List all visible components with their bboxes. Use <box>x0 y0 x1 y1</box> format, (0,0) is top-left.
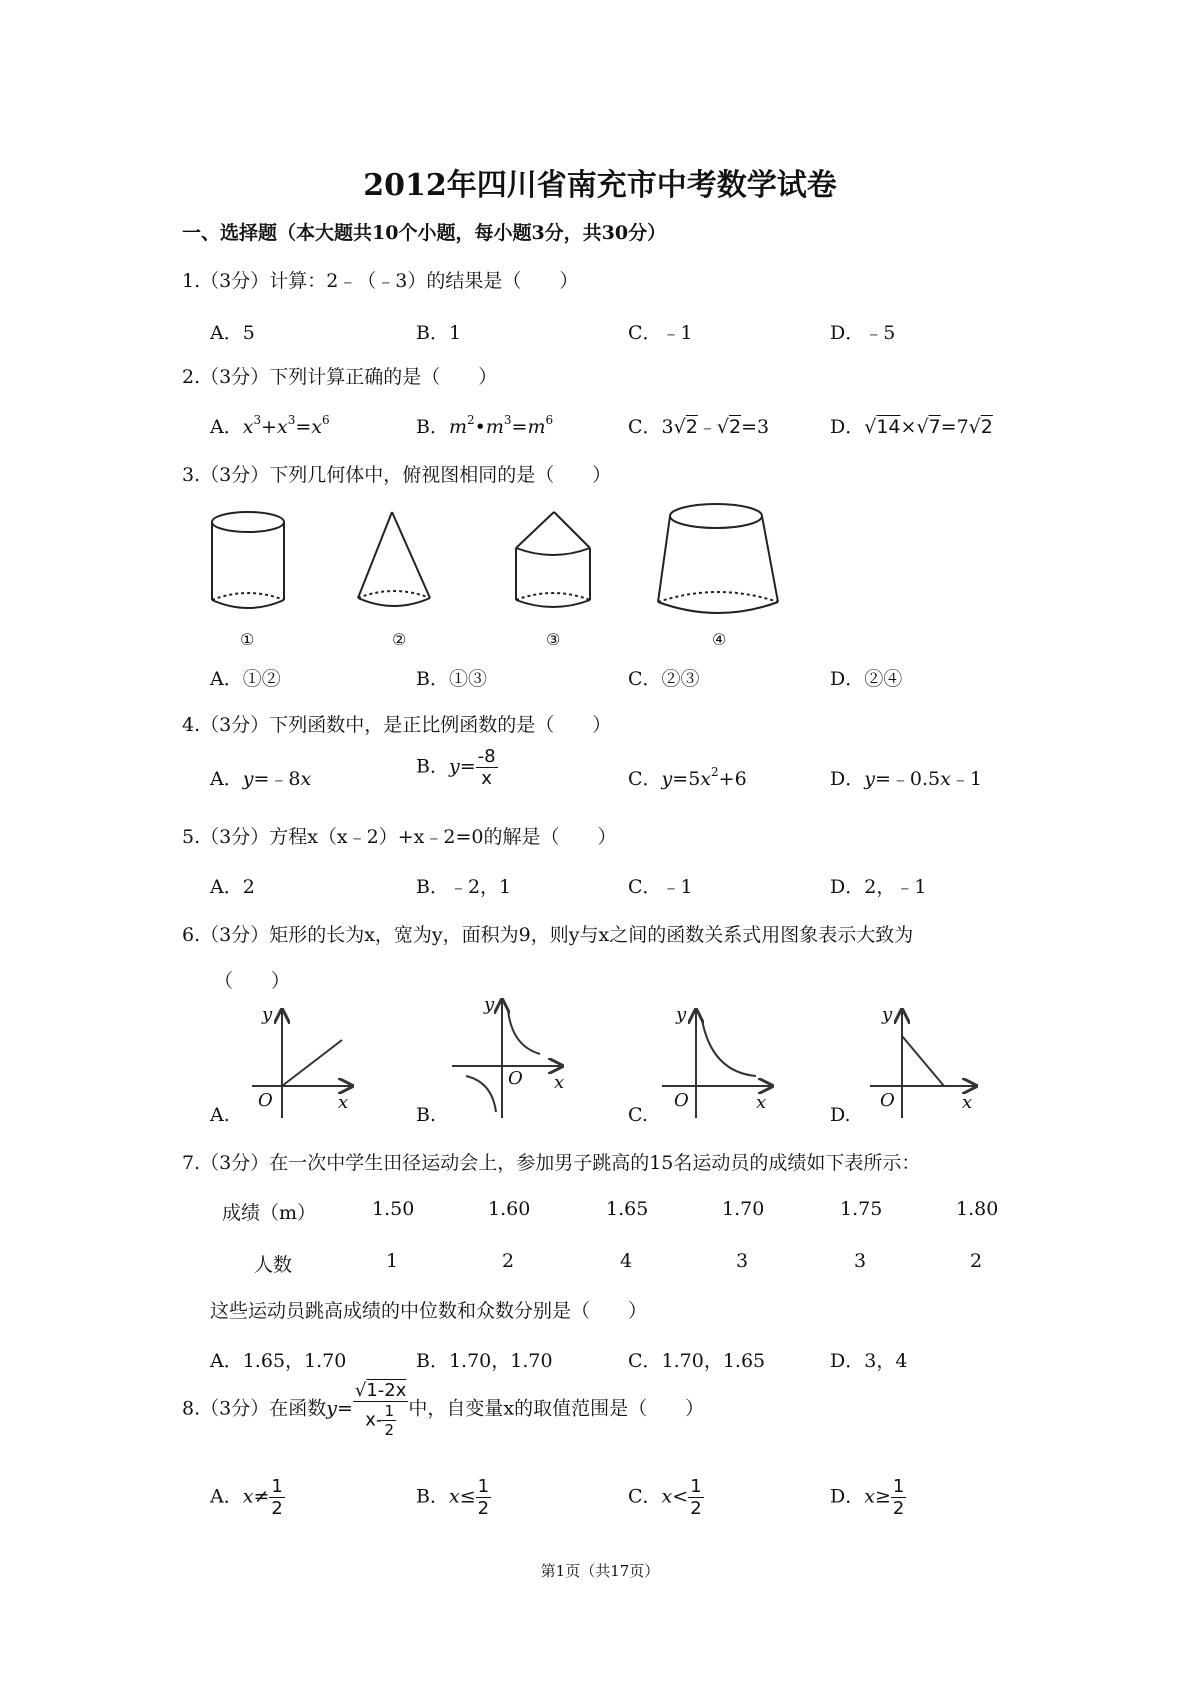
graph-b-x-label: x <box>554 1072 565 1093</box>
question-6-option-b: B. <box>416 1104 437 1126</box>
question-6-option-c: C. <box>628 1104 648 1126</box>
question-4-option-c: C．$y=5x^2+6$ <box>628 765 747 790</box>
question-8-option-a: A．x≠ $\frac{1}{2}$ <box>210 1476 283 1519</box>
table-cell-score: 1.50 <box>372 1198 415 1220</box>
section-heading: 一、选择题（本大题共10个小题，每小题3分，共30分） <box>182 222 667 244</box>
question-3-option-c: C．②③ <box>628 668 700 690</box>
graph-b-origin: O <box>508 1068 523 1089</box>
table-row-label-score: 成绩（m） <box>222 1202 317 1224</box>
graph-d-origin: O <box>880 1090 895 1111</box>
graph-a-y-label: y <box>262 1004 273 1025</box>
question-7-option-d: D．3，4 <box>830 1350 908 1372</box>
question-1-option-b: B．1 <box>416 322 462 344</box>
question-1-option-c: C．﹣1 <box>628 322 693 344</box>
question-3-option-a: A．①② <box>210 668 281 690</box>
question-7-stem: 7.（3分）在一次中学生田径运动会上，参加男子跳高的15名运动员的成绩如下表所示： <box>182 1152 921 1174</box>
question-4-stem: 4.（3分）下列函数中，是正比例函数的是（ ） <box>182 714 612 736</box>
graph-b <box>452 1000 565 1118</box>
graph-d-x-label: x <box>962 1092 973 1113</box>
question-2-option-c: C．3√2﹣√2=3 <box>628 416 770 438</box>
question-1-option-d: D．﹣5 <box>830 322 896 344</box>
question-2-stem: 2.（3分）下列计算正确的是（ ） <box>182 366 498 388</box>
table-cell-count: 1 <box>386 1250 399 1272</box>
graph-a-origin: O <box>258 1090 273 1111</box>
question-8-option-d: D．x≥ $\frac{1}{2}$ <box>830 1476 905 1519</box>
question-3-option-d: D．②④ <box>830 668 903 690</box>
question-7-option-b: B．1.70，1.70 <box>416 1350 553 1372</box>
question-4-option-a: A．y=﹣8x <box>210 768 312 790</box>
question-6-option-a: A. <box>210 1104 230 1126</box>
table-cell-score: 1.75 <box>840 1198 883 1220</box>
question-1-option-a: A．5 <box>210 322 255 344</box>
table-cell-score: 1.70 <box>722 1198 765 1220</box>
question-7-ask: 这些运动员跳高成绩的中位数和众数分别是（ ） <box>210 1300 648 1322</box>
question-8-option-b: B．x≤ $\frac{1}{2}$ <box>416 1476 490 1519</box>
table-cell-count: 3 <box>854 1250 867 1272</box>
table-row-label-count: 人数 <box>254 1254 293 1276</box>
table-cell-count: 2 <box>502 1250 515 1272</box>
solid-label-3: ③ <box>546 630 561 649</box>
question-6-paren: （ ） <box>214 970 291 992</box>
question-2-option-d: D．√14×√7=7√2 <box>830 416 993 438</box>
question-6-option-d: D. <box>830 1104 851 1126</box>
question-2-option-b: B．$m^2•m^3=m^6$ <box>416 413 554 438</box>
graph-d-y-label: y <box>882 1004 893 1025</box>
question-5-stem: 5.（3分）方程x（x﹣2）+x﹣2=0的解是（ ） <box>182 826 617 848</box>
table-cell-score: 1.65 <box>606 1198 649 1220</box>
question-1-stem: 1.（3分）计算：2﹣（﹣3）的结果是（ ） <box>182 270 579 292</box>
table-cell-count: 4 <box>620 1250 633 1272</box>
table-cell-score: 1.60 <box>488 1198 531 1220</box>
page-footer: 第1页（共17页） <box>540 1562 660 1580</box>
question-7-option-c: C．1.70，1.65 <box>628 1350 766 1372</box>
question-8-stem: 8.（3分）在函数y= √1-2x x- $\frac{1}{2}$ 中，自变量x的取值范围是（ ） <box>182 1380 705 1439</box>
table-cell-score: 1.80 <box>956 1198 999 1220</box>
page-title: 2012年四川省南充市中考数学试卷 <box>363 168 837 203</box>
question-8-option-c: C．x< $\frac{1}{2}$ <box>628 1476 702 1519</box>
graph-a-x-label: x <box>338 1092 349 1113</box>
graph-c-origin: O <box>674 1090 689 1111</box>
solid-label-4: ④ <box>712 630 727 649</box>
question-4-option-b: B．y= $\frac{-8}{x}$ <box>416 746 496 789</box>
question-7-option-a: A．1.65，1.70 <box>210 1350 347 1372</box>
graph-c-x-label: x <box>756 1092 767 1113</box>
question-5-option-a: A．2 <box>210 876 255 898</box>
question-8-function-fraction: √1-2x x- $\frac{1}{2}$ <box>354 1380 407 1439</box>
question-2-option-a: A．$x^3+x^3=x^6$ <box>210 413 330 438</box>
table-cell-count: 2 <box>970 1250 983 1272</box>
question-3-option-b: B．①③ <box>416 668 487 690</box>
question-3-stem: 3.（3分）下列几何体中，俯视图相同的是（ ） <box>182 464 612 486</box>
question-5-option-b: B．﹣2，1 <box>416 876 512 898</box>
solid-label-2: ② <box>392 630 407 649</box>
question-6-stem: 6.（3分）矩形的长为x，宽为y，面积为9，则y与x之间的函数关系式用图象表示大致为 <box>182 924 914 946</box>
question-5-option-c: C．﹣1 <box>628 876 693 898</box>
question-5-option-d: D．2，﹣1 <box>830 876 927 898</box>
graph-b-y-label: y <box>484 994 495 1015</box>
question-4-option-d: D．y=﹣0.5x﹣1 <box>830 768 982 790</box>
graph-c-y-label: y <box>676 1004 687 1025</box>
table-cell-count: 3 <box>736 1250 749 1272</box>
solid-label-1: ① <box>240 630 255 649</box>
